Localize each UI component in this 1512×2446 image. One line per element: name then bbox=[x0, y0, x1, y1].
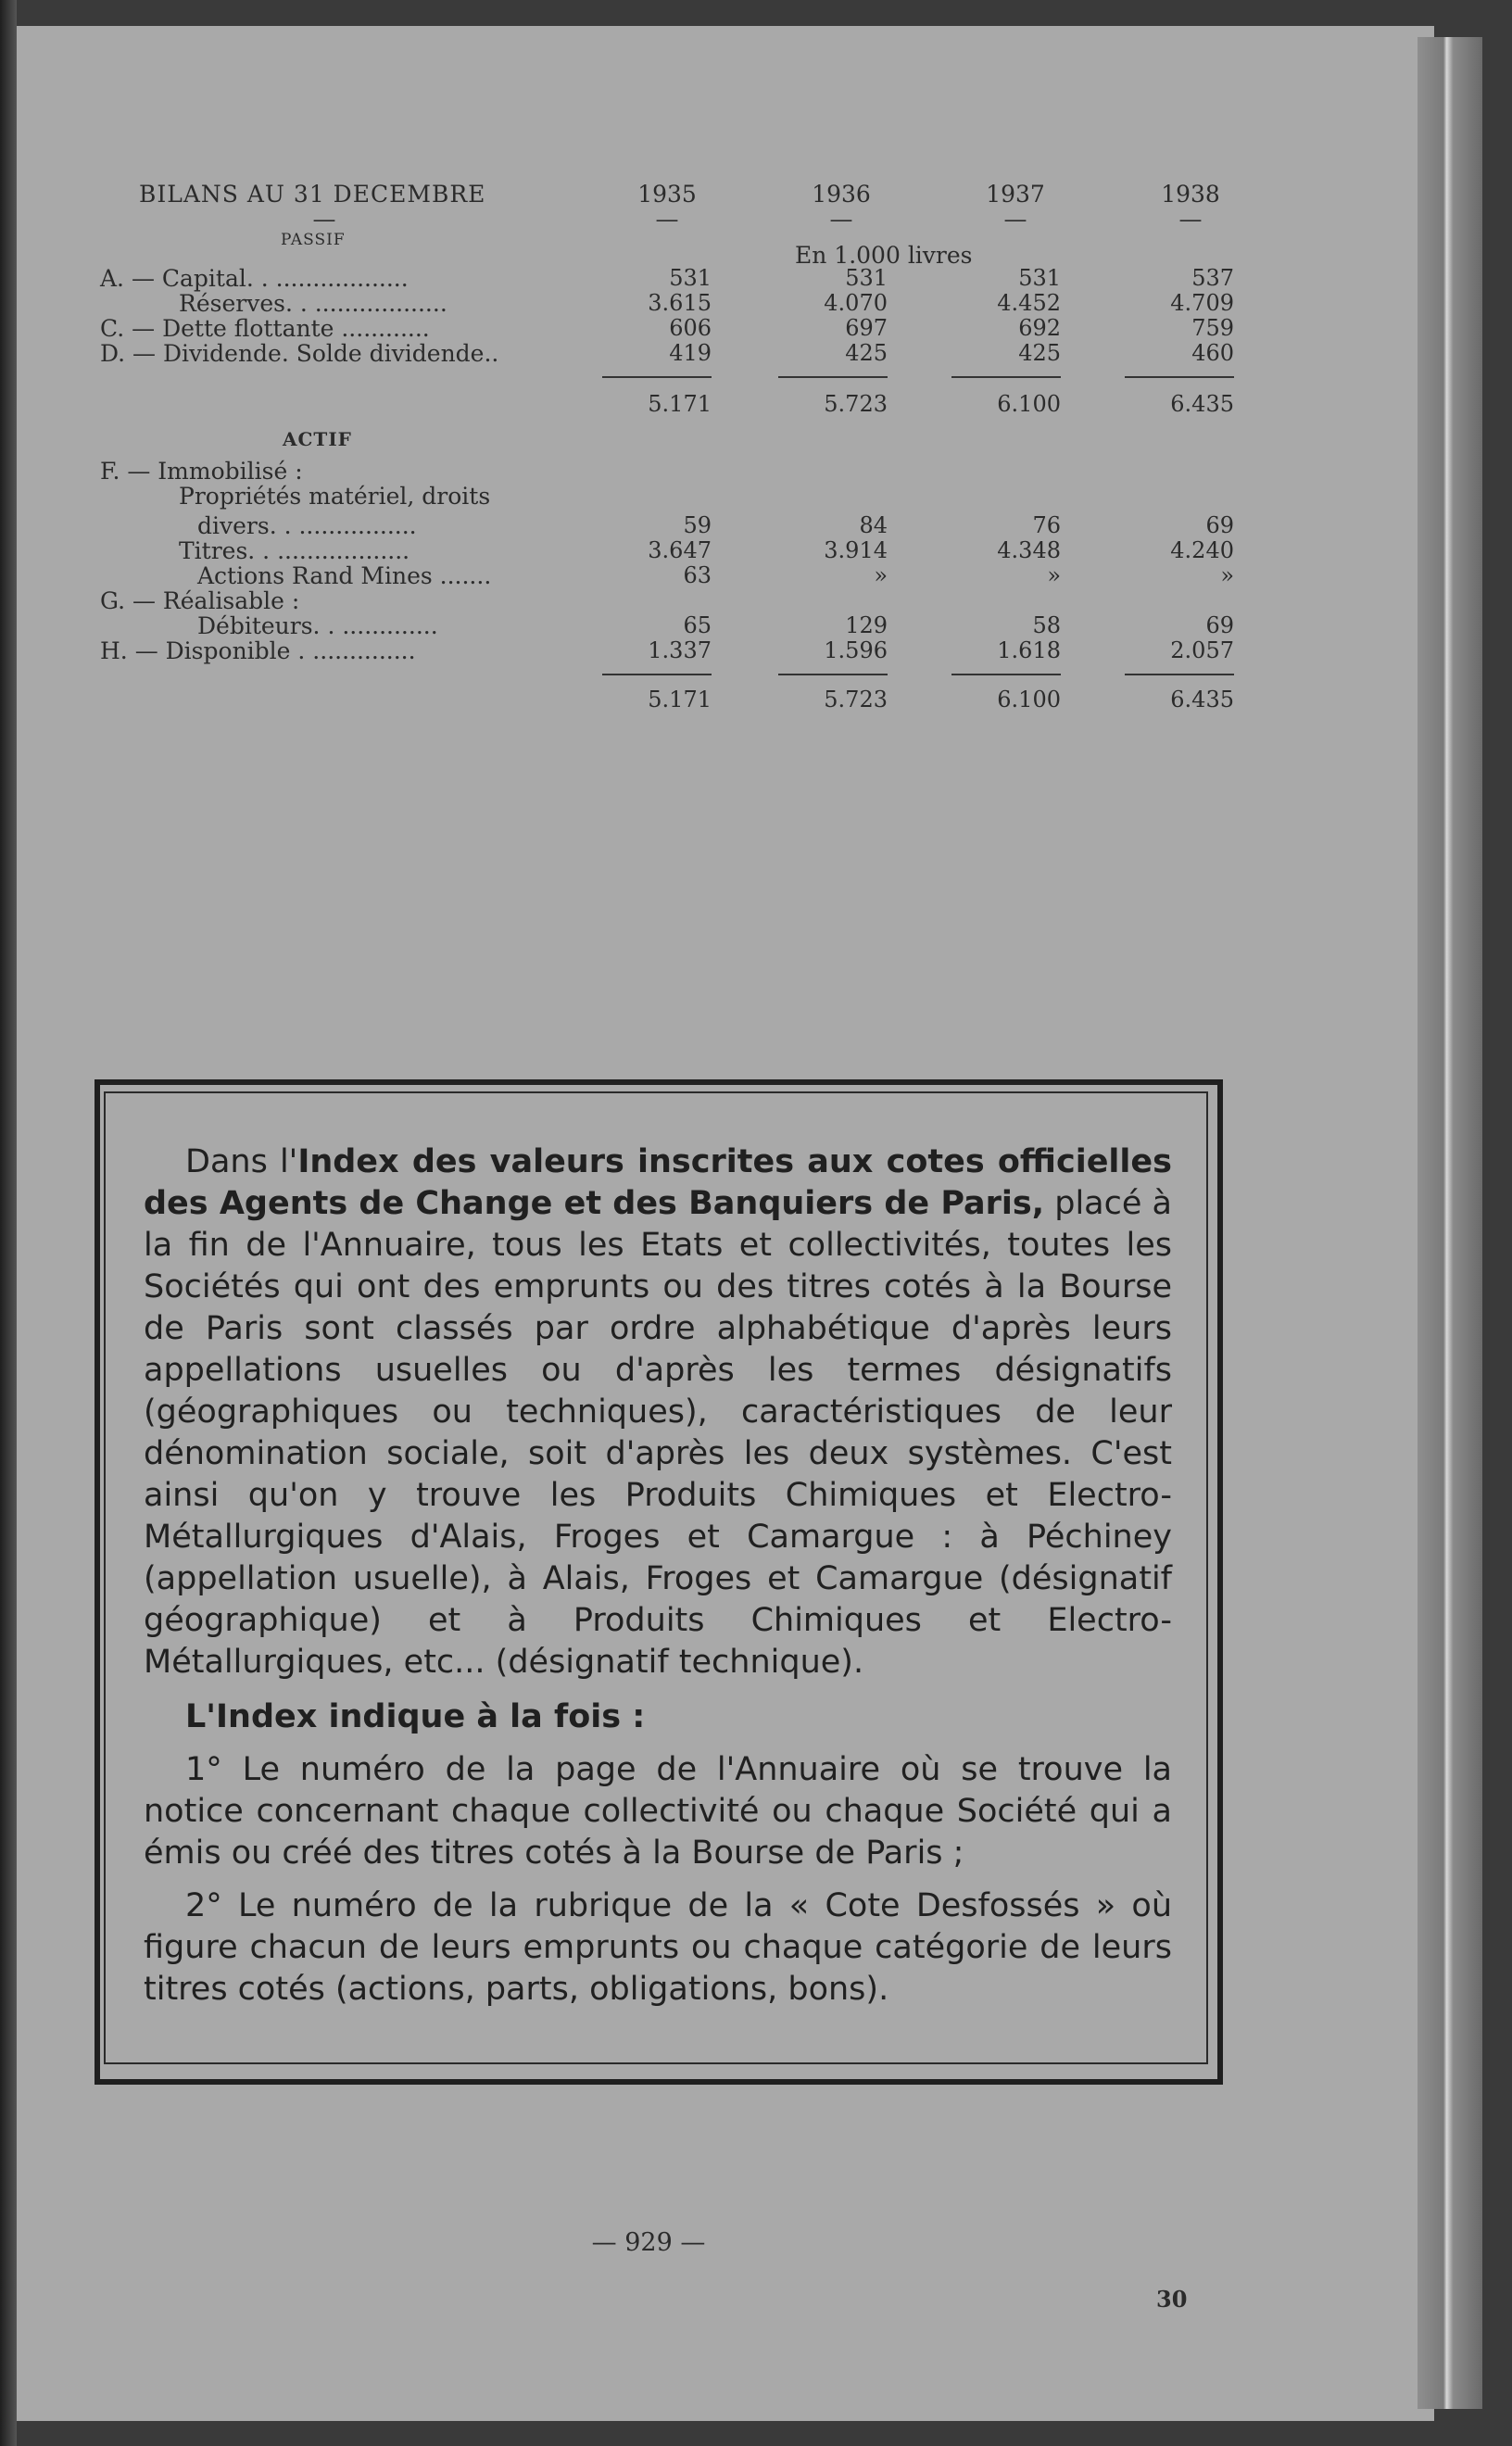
row-label: A. — Capital. . .................. bbox=[100, 265, 409, 292]
total-rule bbox=[602, 376, 712, 378]
total-value: 6.435 bbox=[1170, 391, 1234, 417]
cell-value: 537 bbox=[1191, 265, 1234, 291]
cell-value: » bbox=[1047, 562, 1061, 588]
cell-value: 69 bbox=[1205, 612, 1234, 638]
cell-value: 59 bbox=[683, 512, 712, 538]
cell-value: » bbox=[874, 562, 888, 588]
total-rule bbox=[951, 674, 1061, 675]
row-label: C. — Dette flottante ............ bbox=[100, 315, 430, 342]
year-dash: — bbox=[829, 206, 853, 233]
total-value: 5.171 bbox=[648, 687, 712, 712]
cell-value: 3.914 bbox=[824, 537, 888, 563]
cell-value: 697 bbox=[845, 315, 888, 341]
cell-value: 3.647 bbox=[648, 537, 712, 563]
total-value: 6.100 bbox=[997, 687, 1061, 712]
cell-value: 692 bbox=[1018, 315, 1061, 341]
table-title: BILANS AU 31 DECEMBRE bbox=[139, 181, 486, 208]
cell-value: 4.240 bbox=[1170, 537, 1234, 563]
unit-label: En 1.000 livres bbox=[795, 242, 973, 269]
cell-value: 4.452 bbox=[997, 290, 1061, 316]
signature-mark: 30 bbox=[1156, 2286, 1188, 2313]
cell-value: 1.618 bbox=[997, 637, 1061, 663]
year-header: 1935 bbox=[637, 181, 697, 208]
cell-value: » bbox=[1220, 562, 1234, 588]
cell-value: 2.057 bbox=[1170, 637, 1234, 663]
total-value: 5.171 bbox=[648, 391, 712, 417]
cell-value: 1.337 bbox=[648, 637, 712, 663]
cell-value: 129 bbox=[845, 612, 888, 638]
page-number: — 929 — bbox=[591, 2228, 706, 2257]
total-value: 5.723 bbox=[824, 687, 888, 712]
notice-item-2: 2° Le numéro de la rubrique de la « Cote Desfossés » où figure chacun de leurs emprunts ou chaque catégorie de leurs titres cotés (actions, parts, obligations, bons). bbox=[144, 1887, 1172, 2008]
notice-item-1: 1° Le numéro de la page de l'Annuaire où se trouve la notice concernant chaque collectivité ou chaque Société qui a émis ou créé des titres cotés à la Bourse de Paris ; bbox=[144, 1751, 1172, 1872]
year-dash: — bbox=[1178, 206, 1203, 233]
year-dash: — bbox=[1003, 206, 1027, 233]
row-label: Propriétés matériel, droits bbox=[179, 483, 491, 510]
row-label: D. — Dividende. Solde dividende.. bbox=[100, 340, 499, 367]
book-left-edge bbox=[0, 0, 17, 2446]
cell-value: 460 bbox=[1191, 340, 1234, 366]
book-spine bbox=[1418, 37, 1482, 2409]
year-dash: — bbox=[655, 206, 679, 233]
cell-value: 4.348 bbox=[997, 537, 1061, 563]
row-label: H. — Disponible . .............. bbox=[100, 637, 416, 664]
row-label: Réserves. . .................. bbox=[179, 290, 447, 317]
total-rule bbox=[1125, 376, 1234, 378]
total-value: 5.723 bbox=[824, 391, 888, 417]
notice-paragraph-1: Dans l'Index des valeurs inscrites aux cotes officielles des Agents de Change et des Banquiers de Paris, placé à la fin de l'Annuaire, tous les Etats et collectivités, toutes les Sociétés qui ont des emprunts ou des titres cotés à la Bourse de Paris sont classés par ordre alphabétique d'après leurs appellations usuelles ou d'après les termes désignatifs (géographiques ou techniques), caractéristiques de leur dénomination sociale, soit d'après les deux systèmes. C'est ainsi qu'on y trouve les Produits Chimiques et Electro-Métallurgiques d'Alais, Froges et Camargue : à Péchiney (appellation usuelle), à Alais, Froges et Camargue (désignatif géographique) et à Produits Chimiques et Electro-Métallurgiques, etc... (désignatif technique). bbox=[144, 1143, 1172, 1681]
cell-value: 84 bbox=[859, 512, 888, 538]
cell-value: 63 bbox=[683, 562, 712, 588]
cell-value: 4.070 bbox=[824, 290, 888, 316]
cell-value: 69 bbox=[1205, 512, 1234, 538]
passif-heading: PASSIF bbox=[281, 231, 346, 249]
cell-value: 76 bbox=[1032, 512, 1061, 538]
cell-value: 58 bbox=[1032, 612, 1061, 638]
cell-value: 425 bbox=[1018, 340, 1061, 366]
cell-value: 531 bbox=[1018, 265, 1061, 291]
cell-value: 606 bbox=[669, 315, 712, 341]
cell-value: 65 bbox=[683, 612, 712, 638]
cell-value: 425 bbox=[845, 340, 888, 366]
year-header: 1937 bbox=[986, 181, 1045, 208]
row-label: G. — Réalisable : bbox=[100, 587, 300, 614]
total-value: 6.435 bbox=[1170, 687, 1234, 712]
total-value: 6.100 bbox=[997, 391, 1061, 417]
total-rule bbox=[778, 674, 888, 675]
year-header: 1938 bbox=[1161, 181, 1220, 208]
total-rule bbox=[778, 376, 888, 378]
year-header: 1936 bbox=[812, 181, 871, 208]
cell-value: 1.596 bbox=[824, 637, 888, 663]
row-label: Titres. . .................. bbox=[179, 537, 410, 564]
notice-text bbox=[144, 1141, 1172, 2022]
row-label: Débiteurs. . ............. bbox=[197, 612, 438, 639]
cell-value: 531 bbox=[845, 265, 888, 291]
cell-value: 419 bbox=[669, 340, 712, 366]
cell-value: 759 bbox=[1191, 315, 1234, 341]
cell-value: 531 bbox=[669, 265, 712, 291]
total-rule bbox=[602, 674, 712, 675]
total-rule bbox=[951, 376, 1061, 378]
cell-value: 3.615 bbox=[648, 290, 712, 316]
cell-value: 4.709 bbox=[1170, 290, 1234, 316]
row-label: F. — Immobilisé : bbox=[100, 458, 303, 485]
notice-heading: L'Index indique à la fois : bbox=[185, 1698, 646, 1735]
total-rule bbox=[1125, 674, 1234, 675]
title-dash: — bbox=[312, 206, 336, 233]
actif-heading: ACTIF bbox=[283, 428, 352, 450]
row-label: divers. . ................ bbox=[197, 512, 417, 539]
row-label: Actions Rand Mines ....... bbox=[197, 562, 492, 589]
